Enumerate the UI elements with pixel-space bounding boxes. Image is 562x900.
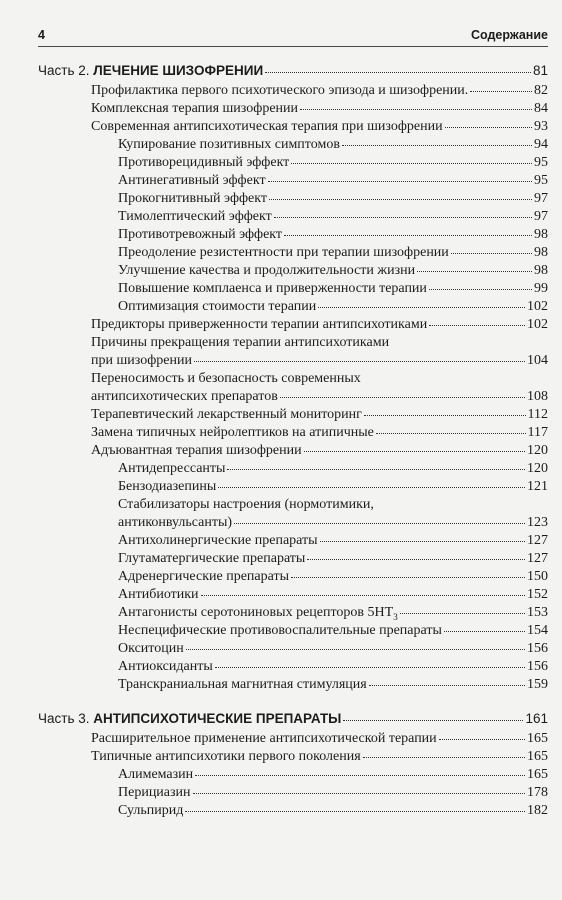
page-ref: 123 — [527, 515, 548, 530]
part-label — [38, 708, 341, 730]
page-ref: 156 — [527, 659, 548, 674]
page-ref: 161 — [525, 711, 548, 726]
toc-entry[interactable] — [38, 550, 548, 568]
dot-leader — [269, 198, 532, 200]
toc-entry[interactable] — [38, 676, 548, 694]
dot-leader — [364, 414, 526, 416]
entry-label: Перициазин — [118, 785, 191, 800]
toc-entry[interactable] — [38, 100, 548, 118]
page-ref: 81 — [532, 63, 548, 78]
entry-label: Замена типичных нейролептиков на атипичные — [91, 425, 374, 440]
dot-leader — [318, 306, 525, 308]
dot-leader — [218, 486, 525, 488]
page-ref: 102 — [527, 299, 548, 314]
entry-label: Прокогнитивный эффект — [118, 191, 267, 206]
entry-label: Неспецифические противовоспалительные препараты — [118, 623, 442, 638]
dot-leader — [215, 666, 525, 668]
dot-leader — [429, 324, 525, 326]
page-ref: 102 — [527, 317, 548, 332]
toc-entry[interactable] — [38, 208, 548, 226]
part-label — [38, 60, 263, 82]
entry-label: Улучшение качества и продолжительности жизни — [118, 263, 416, 278]
part-title: ЛЕЧЕНИЕ ШИЗОФРЕНИИ — [93, 63, 264, 78]
dot-leader — [343, 719, 523, 721]
dot-leader — [320, 540, 525, 542]
toc-entry[interactable] — [38, 352, 548, 370]
entry-label: Терапевтический лекарственный мониторинг — [91, 407, 362, 422]
running-header — [38, 26, 548, 47]
page-ref: 97 — [534, 191, 548, 206]
dot-leader — [193, 792, 525, 794]
toc-entry[interactable] — [38, 280, 548, 298]
page-ref: 108 — [527, 389, 548, 404]
dot-leader — [439, 738, 525, 740]
entry-label: Причины прекращения терапии антипсихотиками — [91, 335, 390, 350]
entry-label: Глутаматергические препараты — [118, 551, 306, 566]
page-ref: 98 — [534, 263, 548, 278]
page-ref: 156 — [527, 641, 548, 656]
dot-leader — [274, 216, 532, 218]
toc-entry[interactable] — [38, 244, 548, 262]
dot-leader — [195, 774, 525, 776]
toc-entry[interactable] — [38, 226, 548, 244]
page-ref: 82 — [534, 83, 548, 98]
page-ref: 127 — [527, 533, 548, 548]
page-ref: 104 — [527, 353, 548, 368]
page-ref: 121 — [527, 479, 548, 494]
page-ref: 120 — [527, 443, 548, 458]
page-ref: 95 — [534, 155, 548, 170]
toc-entry[interactable] — [38, 802, 548, 820]
entry-subscript: 3 — [393, 611, 398, 622]
part-gap — [38, 694, 548, 708]
entry-label: Повышение комплаенса и приверженности терапии — [118, 281, 427, 296]
page-ref: 84 — [534, 101, 548, 116]
toc-entry[interactable] — [38, 316, 548, 334]
dot-leader — [400, 612, 525, 614]
toc-entry[interactable] — [38, 82, 548, 100]
dot-leader — [300, 108, 532, 110]
page-ref: 152 — [527, 587, 548, 602]
toc-entry[interactable] — [38, 730, 548, 748]
dot-leader — [194, 360, 525, 362]
entry-label: антиконвульсанты) — [118, 515, 233, 530]
page-ref: 112 — [527, 407, 548, 422]
page-ref: 150 — [527, 569, 548, 584]
dot-leader — [265, 71, 531, 73]
page-ref: 98 — [534, 245, 548, 260]
page-ref: 120 — [527, 461, 548, 476]
page-ref: 127 — [527, 551, 548, 566]
toc-part-heading[interactable] — [38, 708, 548, 730]
page-ref: 165 — [527, 749, 548, 764]
dot-leader — [201, 594, 525, 596]
toc-entry-line[interactable] — [38, 370, 548, 388]
toc-entry-line[interactable] — [38, 496, 548, 514]
dot-leader — [291, 576, 525, 578]
dot-leader — [307, 558, 525, 560]
toc-entry[interactable] — [38, 658, 548, 676]
dot-leader — [444, 630, 525, 632]
dot-leader — [369, 684, 525, 686]
toc-entry[interactable] — [38, 748, 548, 766]
dot-leader — [429, 288, 532, 290]
dot-leader — [417, 270, 532, 272]
toc-entry[interactable] — [38, 118, 548, 136]
entry-label: Преодоление резистентности при терапии шизофрении — [118, 245, 449, 260]
part-title: АНТИПСИХОТИЧЕСКИЕ ПРЕПАРАТЫ — [93, 711, 342, 726]
toc-entry[interactable] — [38, 388, 548, 406]
page-ref: 182 — [527, 803, 548, 818]
entry-label: Оптимизация стоимости терапии — [118, 299, 317, 314]
page-ref: 153 — [527, 605, 548, 620]
toc-entry-line[interactable] — [38, 334, 548, 352]
toc-entry[interactable] — [38, 622, 548, 640]
entry-label: Алимемазин — [118, 767, 194, 782]
dot-leader — [470, 90, 532, 92]
entry-label: Антагонисты серотониновых рецепторов $5HT_3$ — [118, 605, 398, 622]
toc-entry[interactable] — [38, 586, 548, 604]
page-ref: 154 — [527, 623, 548, 638]
entry-label: Противорецидивный эффект — [118, 155, 290, 170]
toc-entry[interactable] — [38, 406, 548, 424]
toc-entry[interactable] — [38, 784, 548, 802]
entry-label: при шизофрении — [91, 353, 192, 368]
dot-leader — [291, 162, 532, 164]
entry-label: Типичные антипсихотики первого поколения — [91, 749, 361, 764]
entry-label: Переносимость и безопасность современных — [91, 371, 361, 386]
entry-label: Расширительное применение антипсихотической терапии — [91, 731, 437, 746]
toc-entry[interactable] — [38, 568, 548, 586]
entry-label: Противотревожный эффект — [118, 227, 283, 242]
toc-entry[interactable] — [38, 172, 548, 190]
toc-entry[interactable] — [38, 460, 548, 478]
toc-entry[interactable] — [38, 154, 548, 172]
dot-leader — [186, 648, 525, 650]
entry-label: антипсихотических препаратов — [91, 389, 278, 404]
entry-label: Комплексная терапия шизофрении — [91, 101, 299, 116]
page-ref: 93 — [534, 119, 548, 134]
toc-entry[interactable] — [38, 640, 548, 658]
part-prefix: Часть 3. — [38, 711, 94, 726]
toc-entry[interactable] — [38, 478, 548, 496]
entry-label: Антинегативный эффект — [118, 173, 266, 188]
entry-label: Тимолептический эффект — [118, 209, 272, 224]
dot-leader — [268, 180, 532, 182]
entry-label: Антибиотики — [118, 587, 199, 602]
entry-label: Антихолинергические препараты — [118, 533, 318, 548]
page-ref: 95 — [534, 173, 548, 188]
page-ref: 165 — [527, 767, 548, 782]
toc-entry[interactable] — [38, 514, 548, 532]
toc-entry[interactable] — [38, 424, 548, 442]
dot-leader — [234, 522, 525, 524]
page-ref: 117 — [527, 425, 548, 440]
entry-label: Бензодиазепины — [118, 479, 217, 494]
entry-label: Адъювантная терапия шизофрении — [91, 443, 302, 458]
toc-entry[interactable] — [38, 532, 548, 550]
header-title: Содержание — [470, 28, 548, 42]
table-of-contents — [38, 60, 548, 820]
entry-label: Стабилизаторы настроения (нормотимики, — [118, 497, 374, 512]
toc-part-heading[interactable] — [38, 60, 548, 82]
entry-label: Антиоксиданты — [118, 659, 213, 674]
toc-entry[interactable] — [38, 442, 548, 460]
entry-label: Антидепрессанты — [118, 461, 226, 476]
toc-entry[interactable] — [38, 262, 548, 280]
entry-label: Транскраниальная магнитная стимуляция — [118, 677, 367, 692]
page-ref: 178 — [527, 785, 548, 800]
entry-label: Купирование позитивных симптомов — [118, 137, 340, 152]
entry-label: Окситоцин — [118, 641, 184, 656]
entry-label: Сульпирид — [118, 803, 184, 818]
dot-leader — [342, 144, 532, 146]
page-ref: 99 — [534, 281, 548, 296]
toc-entry[interactable] — [38, 190, 548, 208]
dot-leader — [445, 126, 532, 128]
dot-leader — [304, 450, 525, 452]
entry-label: Адренергические препараты — [118, 569, 290, 584]
dot-leader — [284, 234, 532, 236]
entry-label: Современная антипсихотическая терапия при шизофрении — [91, 119, 443, 134]
page-ref: 165 — [527, 731, 548, 746]
dot-leader — [227, 468, 525, 470]
part-prefix: Часть 2. — [38, 63, 94, 78]
entry-label: Профилактика первого психотического эпизода и шизофрении. — [91, 83, 469, 98]
dot-leader — [451, 252, 532, 254]
page-ref: 97 — [534, 209, 548, 224]
toc-entry[interactable] — [38, 298, 548, 316]
page-ref: 159 — [527, 677, 548, 692]
toc-entry[interactable] — [38, 766, 548, 784]
entry-label: Предикторы приверженности терапии антипсихотиками — [91, 317, 428, 332]
page-ref: 98 — [534, 227, 548, 242]
dot-leader — [280, 396, 525, 398]
page-ref: 94 — [534, 137, 548, 152]
dot-leader — [363, 756, 525, 758]
dot-leader — [185, 810, 525, 812]
toc-entry[interactable] — [38, 604, 548, 622]
toc-entry[interactable] — [38, 136, 548, 154]
page-number: 4 — [38, 28, 45, 42]
dot-leader — [376, 432, 526, 434]
